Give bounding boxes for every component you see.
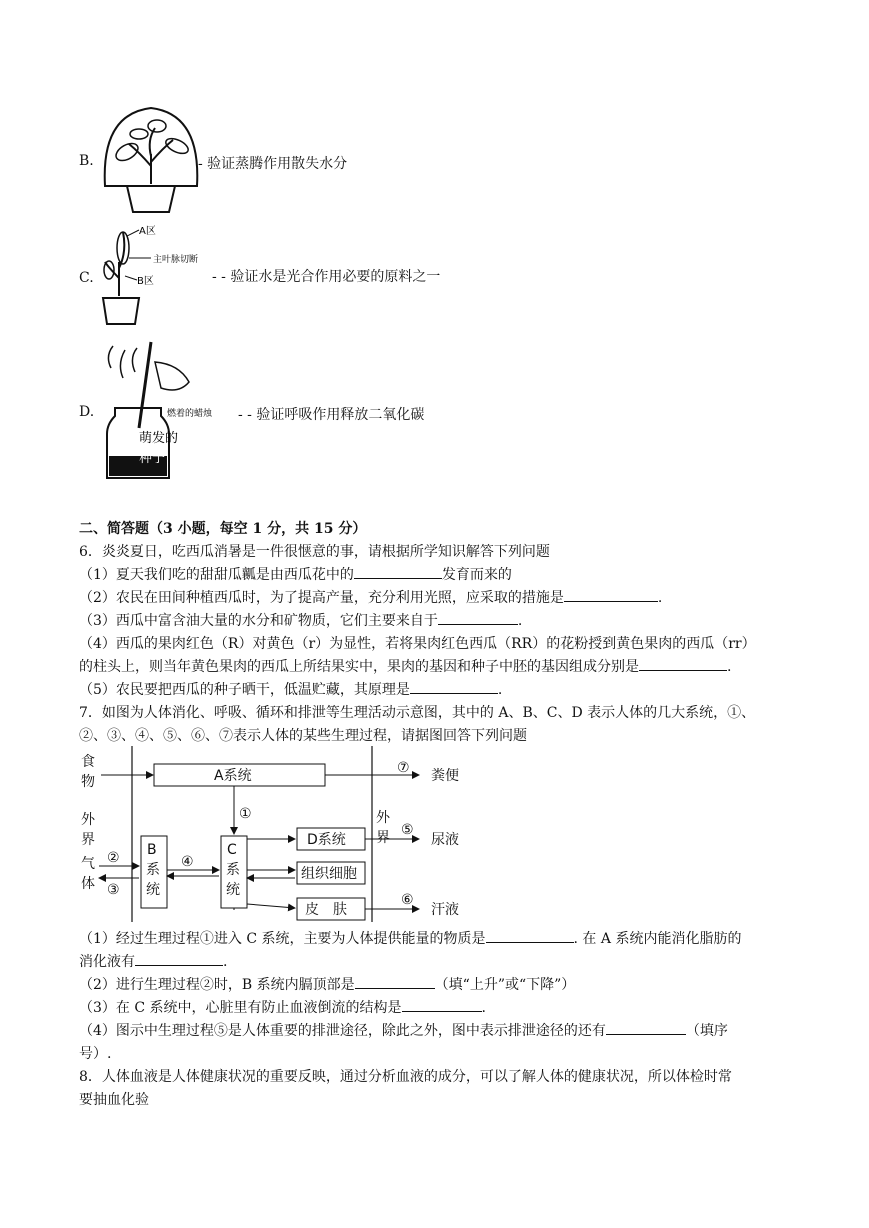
q7-part3-suffix: . <box>481 1000 486 1016</box>
label-outer-1: 外 <box>81 812 95 828</box>
q7-part4-suffix: （填序 <box>685 1023 728 1039</box>
label-urine: 尿液 <box>431 832 459 848</box>
q6-part1 <box>79 564 512 584</box>
system-c-1: C <box>227 842 237 858</box>
fig-label-seeds-2: 种子 <box>139 451 166 466</box>
system-b-1: B <box>147 842 157 858</box>
q7-part1-text-2: 消化液有 <box>79 954 135 970</box>
answer-blank[interactable] <box>354 564 442 579</box>
tissue-cells: 组织细胞 <box>301 866 357 882</box>
q6-part4-line1: （4）西瓜的果肉红色（R）对黄色（r）为显性，若将果肉红色西瓜（RR）的花粉授到黄色果肉的西瓜（rr） <box>79 636 756 652</box>
q6-part5-suffix: . <box>497 682 503 698</box>
answer-blank[interactable] <box>135 951 223 966</box>
system-b-3: 统 <box>146 882 160 898</box>
q6-part1-text: （1）夏天我们吃的甜甜瓜瓤是由西瓜花中的 <box>79 567 354 583</box>
q6-part4-text: 的柱头上，则当年黄色果肉的西瓜上所结果实中，果肉的基因和种子中胚的基因组成分别是 <box>79 659 639 675</box>
system-a: A系统 <box>214 768 252 784</box>
bell-jar-plant-figure <box>99 104 203 216</box>
q6-part5-text: （5）农民要把西瓜的种子晒干，低温贮藏，其原理是 <box>79 682 410 698</box>
q8-line2: 要抽血化验 <box>79 1092 149 1108</box>
q7-part3-text: （3）在 C 系统中，心脏里有防止血液倒流的结构是 <box>79 1000 402 1016</box>
answer-blank[interactable] <box>639 656 727 671</box>
answer-blank[interactable] <box>355 974 435 989</box>
system-b-2: 系 <box>146 862 160 878</box>
option-c-text: - - 验证水是光合作用必要的原料之一 <box>212 269 441 285</box>
skin: 皮 肤 <box>305 902 347 918</box>
q6-part5 <box>79 679 502 699</box>
q7-stem-line1: 7．如图为人体消化、呼吸、循环和排泄等生理活动示意图，其中的 A、B、C、D 表示人体的几大系统，①、 <box>79 705 756 721</box>
option-c-letter: C. <box>79 270 94 286</box>
q6-part2 <box>79 587 662 607</box>
q6-part4-line2 <box>79 656 731 676</box>
label-food-1: 食 <box>81 754 95 770</box>
label-gas-2: 体 <box>81 876 95 892</box>
system-d: D系统 <box>307 832 346 848</box>
answer-blank[interactable] <box>564 587 658 602</box>
label-gas-1: 气 <box>81 856 95 872</box>
q6-part1-suffix: 发育而来的 <box>441 567 512 583</box>
label-outer-2: 界 <box>81 832 95 848</box>
process-3: ③ <box>107 882 120 898</box>
q7-part2-suffix: （填“上升”或“下降”） <box>434 977 576 993</box>
system-c-2: 系 <box>226 862 240 878</box>
leaf-vein-plant-figure <box>99 222 211 326</box>
q8-line1: 8．人体血液是人体健康状况的重要反映，通过分析血液的成分，可以了解人体的健康状况，所以体检时常 <box>79 1069 732 1085</box>
q7-part4-text: （4）图示中生理过程⑤是人体重要的排泄途径，除此之外，图中表示排泄途径的还有 <box>79 1023 606 1039</box>
option-b-text: - 验证蒸腾作用散失水分 <box>198 156 348 172</box>
label-outer-right-2: 界 <box>376 830 390 846</box>
q7-part1-line2 <box>79 951 227 971</box>
option-d-letter: D. <box>79 404 95 420</box>
label-feces: 粪便 <box>431 768 459 784</box>
label-outer-right-1: 外 <box>376 810 390 826</box>
fig-label-a: A区 <box>139 226 156 237</box>
process-7: ⑦ <box>397 760 410 776</box>
q6-stem: 6．炎炎夏日，吃西瓜消暑是一件很惬意的事，请根据所学知识解答下列问题 <box>79 544 550 560</box>
q6-part3 <box>79 610 522 630</box>
q7-part2-text: （2）进行生理过程②时，B 系统内膈顶部是 <box>79 977 355 993</box>
process-5: ⑤ <box>401 822 414 838</box>
q7-part1-text: （1）经过生理过程①进入 C 系统，主要为人体提供能量的物质是 <box>79 931 486 947</box>
q7-stem-line2: ②、③、④、⑤、⑥、⑦表示人体的某些生理过程，请据图回答下列问题 <box>79 728 527 744</box>
q7-part1-line1 <box>79 928 741 948</box>
fig-label-candle: 燃着的蜡烛 <box>167 409 213 419</box>
process-2: ② <box>107 850 120 866</box>
answer-blank[interactable] <box>402 997 482 1012</box>
section-heading: 二、简答题（3 小题，每空 1 分，共 15 分） <box>79 521 367 537</box>
system-c-3: 统 <box>226 882 240 898</box>
process-1: ① <box>239 806 252 822</box>
answer-blank[interactable] <box>606 1020 686 1035</box>
q6-part2-suffix: . <box>657 590 663 606</box>
label-food-2: 物 <box>81 774 95 790</box>
candle-seeds-jar-figure <box>99 338 239 484</box>
q7-part4-line2: 号）. <box>79 1046 112 1062</box>
q7-part3 <box>79 997 486 1017</box>
q7-part1-suffix-2: . <box>223 954 228 970</box>
q6-part3-suffix: . <box>517 613 523 629</box>
q7-part1-suffix: . 在 A 系统内能消化脂肪的 <box>573 931 742 947</box>
option-d-text: - - 验证呼吸作用释放二氧化碳 <box>238 407 425 423</box>
process-4: ④ <box>181 854 194 870</box>
fig-label-cut: 主叶脉切断 <box>153 255 199 265</box>
process-6: ⑥ <box>401 892 414 908</box>
label-sweat: 汗液 <box>431 902 459 918</box>
answer-blank[interactable] <box>438 610 518 625</box>
q6-part2-text: （2）农民在田间种植西瓜时，为了提高产量，充分利用光照，应采取的措施是 <box>79 590 564 606</box>
q6-part3-text: （3）西瓜中富含油大量的水分和矿物质，它们主要来自于 <box>79 613 438 629</box>
fig-label-seeds-1: 萌发的 <box>139 431 179 446</box>
answer-blank[interactable] <box>486 928 574 943</box>
option-b-letter: B. <box>79 153 94 169</box>
body-systems-diagram <box>79 746 489 926</box>
answer-blank[interactable] <box>410 679 498 694</box>
q7-part2 <box>79 974 575 994</box>
fig-label-b: B区 <box>137 276 154 287</box>
q7-part4-line1 <box>79 1020 728 1040</box>
q6-part4-suffix: . <box>727 659 732 675</box>
